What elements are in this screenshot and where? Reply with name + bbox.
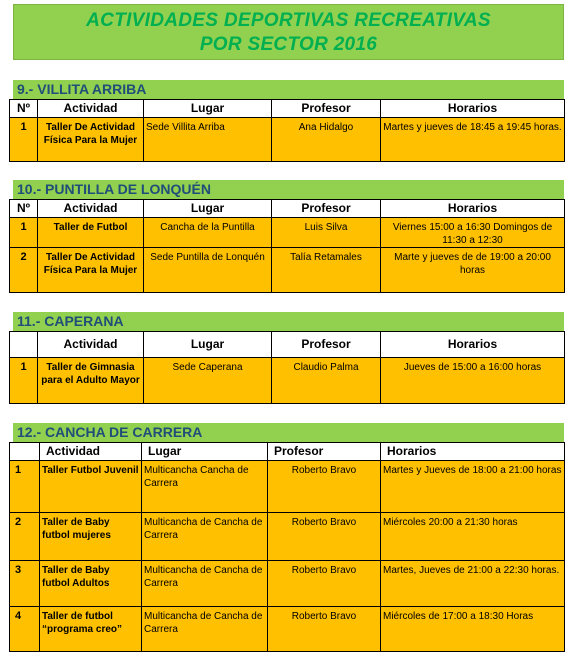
- row-profesor: Ana Hidalgo: [272, 118, 381, 162]
- row-horarios: Martes y jueves de 18:45 a 19:45 horas.: [381, 118, 565, 162]
- row-horarios: Marte y jueves de de 19:00 a 20:00 horas: [381, 248, 565, 293]
- header-profesor: Profesor: [272, 100, 381, 118]
- row-horarios: Jueves de 15:00 a 16:00 horas: [381, 358, 565, 404]
- row-num: 2: [10, 248, 38, 293]
- header-num-empty: [10, 332, 38, 358]
- header-actividad: Actividad: [38, 100, 144, 118]
- table-row: [10, 118, 565, 162]
- row-profesor: Roberto Bravo: [268, 607, 381, 652]
- table-header-row: [10, 443, 565, 461]
- table-cancha-de-carrera: [9, 442, 565, 652]
- row-num: 1: [10, 218, 38, 248]
- header-num-empty: [10, 443, 40, 461]
- row-num: 3: [10, 561, 40, 607]
- row-actividad: Taller de Baby futbol mujeres: [40, 513, 142, 561]
- row-profesor: Roberto Bravo: [268, 461, 381, 513]
- section-heading-cancha-de-carrera: 12.- CANCHA DE CARRERA: [13, 423, 564, 442]
- table-header-row: [10, 200, 565, 218]
- row-num: 2: [10, 513, 40, 561]
- row-num: 1: [10, 358, 38, 404]
- row-lugar: Multicancha de Cancha de Carrera: [142, 561, 268, 607]
- header-actividad: Actividad: [38, 200, 144, 218]
- header-lugar: Lugar: [144, 200, 272, 218]
- row-lugar: Multicancha de Cancha de Carrera: [142, 607, 268, 652]
- table-row: [10, 561, 565, 607]
- title-line-1: ACTIVIDADES DEPORTIVAS RECREATIVAS: [86, 10, 491, 31]
- table-caperana: [9, 331, 565, 404]
- row-lugar: Multicancha Cancha de Carrera: [142, 461, 268, 513]
- row-lugar: Sede Villita Arriba: [144, 118, 272, 162]
- row-profesor: Roberto Bravo: [268, 561, 381, 607]
- table-row: [10, 218, 565, 248]
- title-line-2: POR SECTOR 2016: [199, 34, 378, 55]
- row-profesor: Roberto Bravo: [268, 513, 381, 561]
- header-horarios: Horarios: [381, 443, 565, 461]
- row-lugar: Multicancha de Cancha de Carrera: [142, 513, 268, 561]
- table-row: [10, 358, 565, 404]
- section-heading-caperana: 11.- CAPERANA: [13, 312, 564, 331]
- header-lugar: Lugar: [144, 100, 272, 118]
- section-heading-villita-arriba: 9.- VILLITA ARRIBA: [13, 80, 564, 99]
- row-num: 4: [10, 607, 40, 652]
- row-horarios: Miércoles 20:00 a 21:30 horas: [381, 513, 565, 561]
- row-actividad: Taller de Baby futbol Adultos: [40, 561, 142, 607]
- row-horarios: Miércoles de 17:00 a 18:30 Horas: [381, 607, 565, 652]
- row-actividad: Taller De Actividad Física Para la Mujer: [38, 118, 144, 162]
- header-num: Nº: [10, 100, 38, 118]
- header-horarios: Horarios: [381, 100, 565, 118]
- row-actividad: Taller De Actividad Física Para la Mujer: [38, 248, 144, 293]
- table-header-row: [10, 332, 565, 358]
- row-actividad: Taller de futbol “programa creo”: [40, 607, 142, 652]
- header-lugar: Lugar: [144, 332, 272, 358]
- header-profesor: Profesor: [272, 332, 381, 358]
- row-actividad: Taller de Gimnasia para el Adulto Mayor: [38, 358, 144, 404]
- row-horarios: Martes y Jueves de 18:00 a 21:00 horas: [381, 461, 565, 513]
- row-actividad: Taller de Futbol: [38, 218, 144, 248]
- header-profesor: Profesor: [272, 200, 381, 218]
- row-lugar: Sede Caperana: [144, 358, 272, 404]
- table-villita-arriba: [9, 99, 565, 162]
- document-title: [13, 4, 564, 60]
- row-horarios: Viernes 15:00 a 16:30 Domingos de 11:30 a 12:30: [381, 218, 565, 248]
- header-lugar: Lugar: [142, 443, 268, 461]
- row-profesor: Talía Retamales: [272, 248, 381, 293]
- row-horarios: Martes, Jueves de 21:00 a 22:30 horas.: [381, 561, 565, 607]
- header-num: Nº: [10, 200, 38, 218]
- table-row: [10, 248, 565, 293]
- header-horarios: Horarios: [381, 200, 565, 218]
- table-row: [10, 607, 565, 652]
- row-num: 1: [10, 118, 38, 162]
- row-lugar: Cancha de la Puntilla: [144, 218, 272, 248]
- table-row: [10, 461, 565, 513]
- row-num: 1: [10, 461, 40, 513]
- header-actividad: Actividad: [40, 443, 142, 461]
- header-horarios: Horarios: [381, 332, 565, 358]
- row-profesor: Claudio Palma: [272, 358, 381, 404]
- table-puntilla-de-lonquen: [9, 199, 565, 293]
- table-row: [10, 513, 565, 561]
- header-actividad: Actividad: [38, 332, 144, 358]
- table-header-row: [10, 100, 565, 118]
- header-profesor: Profesor: [268, 443, 381, 461]
- row-lugar: Sede Puntilla de Lonquén: [144, 248, 272, 293]
- row-actividad: Taller Futbol Juvenil: [40, 461, 142, 513]
- row-profesor: Luis Silva: [272, 218, 381, 248]
- section-heading-puntilla-de-lonquen: 10.- PUNTILLA DE LONQUÉN: [13, 180, 564, 199]
